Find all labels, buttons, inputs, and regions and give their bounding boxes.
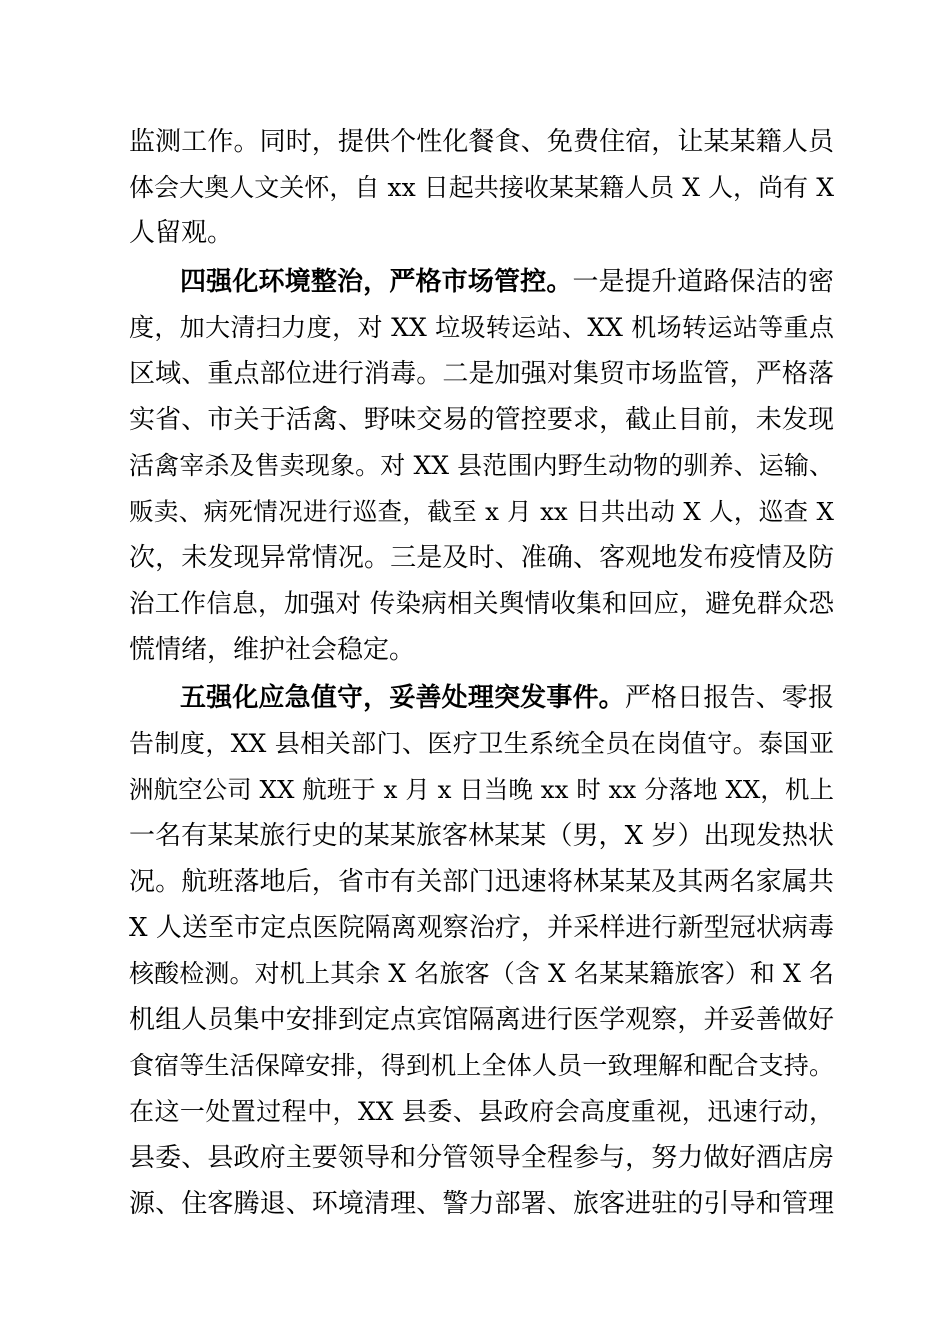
paragraph-3-line-6: X 人送至市定点医院隔离观察治疗，并采样进行新型冠状病毒 — [129, 913, 834, 943]
paragraph-3-line-1-text: 严格日报告、零报 — [624, 683, 834, 713]
paragraph-3-line-10: 在这一处置过程中，XX 县委、县政府会高度重视，迅速行动， — [129, 1097, 834, 1126]
paragraph-2-line-9: 慌情绪，维护社会稳定。 — [129, 635, 416, 665]
paragraph-2-line-8: 治工作信息，加强对 传染病相关舆情收集和回应，避免群众恐 — [129, 589, 834, 619]
paragraph-2-line-7: 次，未发现异常情况。三是及时、准确、客观地发布疫情及防 — [129, 543, 834, 573]
paragraph-3-heading: 五强化应急值守，妥善处理突发事件。 — [180, 683, 625, 713]
paragraph-3-line-7: 核酸检测。对机上其余 X 名旅客（含 X 名某某籍旅客）和 X 名 — [129, 959, 834, 988]
paragraph-3-line-11: 县委、县政府主要领导和分管领导全程参与，努力做好酒店房 — [129, 1143, 834, 1173]
paragraph-3-line-4: 一名有某某旅行史的某某旅客林某某（男，X 岁）出现发热状 — [129, 821, 834, 851]
paragraph-1-line-3: 人留观。 — [129, 218, 234, 248]
paragraph-2-line-4: 实省、市关于活禽、野味交易的管控要求，截止目前，未发现 — [129, 405, 834, 435]
paragraph-2-heading: 四强化环境整治，严格市场管控。 — [180, 267, 573, 297]
paragraph-1-line-1: 监测工作。同时，提供个性化餐食、免费住宿，让某某籍人员 — [129, 127, 834, 157]
paragraph-2-line-1-text: 一是提升道路保洁的密 — [572, 267, 834, 297]
paragraph-2-line-6: 贩卖、病死情况进行巡查，截至 x 月 xx 日共出动 X 人，巡查 X — [129, 497, 834, 526]
paragraph-3-line-2: 告制度，XX 县相关部门、医疗卫生系统全员在岗值守。泰国亚 — [129, 729, 834, 758]
paragraph-2-line-3: 区域、重点部位进行消毒。二是加强对集贸市场监管，严格落 — [129, 359, 834, 389]
paragraph-2-line-5: 活禽宰杀及售卖现象。对 XX 县范围内野生动物的驯养、运输、 — [129, 451, 834, 480]
paragraph-2-line-2: 度，加大清扫力度，对 XX 垃圾转运站、XX 机场转运站等重点 — [129, 313, 834, 342]
paragraph-2-line-1 — [180, 262, 834, 302]
paragraph-3-line-1 — [180, 678, 834, 718]
paragraph-3-line-3: 洲航空公司 XX 航班于 x 月 x 日当晚 xx 时 xx 分落地 XX，机上 — [129, 775, 834, 804]
paragraph-3-line-9: 食宿等生活保障安排，得到机上全体人员一致理解和配合支持。 — [129, 1051, 834, 1080]
paragraph-3-line-12: 源、住客腾退、环境清理、警力部署、旅客进驻的引导和管理 — [129, 1189, 834, 1219]
paragraph-1-line-2: 体会大奥人文关怀，自 xx 日起共接收某某籍人员 X 人，尚有 X — [129, 173, 834, 202]
paragraph-3-line-5: 况。航班落地后，省市有关部门迅速将林某某及其两名家属共 — [129, 867, 834, 897]
paragraph-3-line-8: 机组人员集中安排到定点宾馆隔离进行医学观察，并妥善做好 — [129, 1005, 834, 1035]
